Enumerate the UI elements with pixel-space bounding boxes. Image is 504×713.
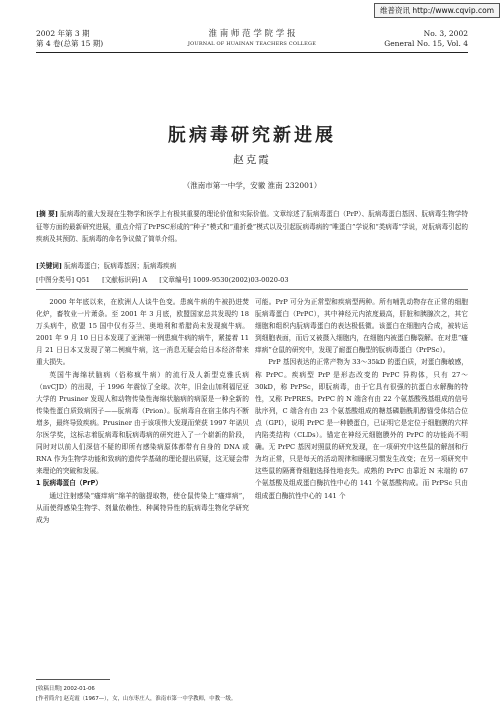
issue-line-1: 2002 年第 3 期 [36, 29, 90, 38]
journal-volume-info [384, 29, 468, 49]
clc-number: [中图分类号] Q51 [36, 276, 91, 284]
abstract [36, 208, 468, 246]
watermark: 维普资讯 http://www.cqvip.com [374, 3, 500, 18]
volume-line-2: General No. 15, Vol. 4 [384, 39, 468, 48]
body-paragraph: PrP 基因表达的正常产物为 33～35kD 的蛋白质，对蛋白酶敏感，称 PrPC。疾病型 PrP 是形态改变的 PrPC 异构体，只有 27～30kD，称 PrPSc，即朊病毒，由于它具有很强的抗蛋白水解酶的特性，又称 PrPRES。PrPC 的 N 端含有由 22 个氨基酸残基组成的信号肽序列，C 端含有由 23 个氨基酸组成的糖基磷脂酰肌醇锚受体结合位点（GPI），说明 PrPC 是一种膜蛋白，已证明它是定位于细胞膜的穴样内陷类结构（CLDs）。锚定在神经元细胞膜外的 PrPC 的功能尚不明确。无 PrPC 基因对照鼠的研究发现，在一项研究中这些鼠的解剖和行为均正常，只是每天的活动规律和睡眠习惯发生改变；在另一项研究中这些鼠的隔膏脊细胞选择性地丧失。成熟的 PrPC 由靠近 N 末端的 67 个氨基酸及组成蛋白酶抗性中心的 141 个氨基酸构成。而 PrPSc 只由组成蛋白酶抗性中心的 141 个 [255, 358, 468, 500]
issue-line-2: 第 4 卷(总第 15 期) [36, 39, 104, 48]
body-paragraph: 可能。PrP 可分为正常型和疾病型两种。所有哺乳动物存在正常的细胞朊病毒蛋白（PrPC），其中神经元内浓度最高，肝脏和胰腺次之，其它细胞和组织内朊病毒蛋白的表达极低微。该蛋白在细胞内合成，被转运到细胞表面，而后又被摄入细胞内，在细胞内被蛋白酶裂解。在对患“瘙痒病”仓鼠的研究中，发现了耐蛋白酶型的朊病毒蛋白（PrPSc）。 [255, 298, 468, 355]
abstract-label: [摘 要] [36, 210, 58, 218]
body-paragraph: 2000 年年底以来，在欧洲人人谈牛色变。患疯牛病的牛被扔进焚化炉，畜牧业一片萧条。至 2001 年 3 月底，欧盟国家总共发现约 18 万头病牛，欧盟 15 国中仅有芬兰、奥地利和希腊尚未发现疯牛病。2001 年 9 月 10 日日本发现了亚洲第一例患疯牛病的病牛，紧接着 11 月 21 日日本又发现了第二例疯牛病，这一消息无疑会给日本经济带来重大损失。 [36, 298, 249, 367]
header-divider [36, 52, 468, 53]
author-affiliation: （淮南市第一中学，安徽 淮南 232001） [182, 181, 322, 190]
article-number: [文章编号] 1009-9530(2002)03-0020-03 [159, 276, 289, 284]
footnote-divider [36, 679, 110, 680]
body-column-left [36, 296, 249, 526]
section-heading: 1 朊病毒蛋白（PrP） [36, 479, 102, 488]
footnote-received: [收稿日期] 2002-01-06 [36, 686, 95, 692]
footnote-author: [作者简介] 赵克霞（1967—），女，山东枣庄人，淮南市第一中学教师，中教一级。 [36, 696, 237, 702]
abstract-text: 朊病毒的重大发现在生物学和医学上有极其重要的理论价值和实际价值。文章综述了朊病毒蛋白（PrP）、朊病毒蛋白基因、朊病毒生物学特征等方面的最新研究进展，重点介绍了PrPSC形成的“种子”模式和“重折叠”模式以及引起朊病毒病的“唯蛋白”学说和“类病毒”学说，对朊病毒引起的疾病及其预防、朊病毒的命名争议做了简单介绍。 [36, 210, 468, 243]
body-paragraph: 通过注射感染“瘙痒病”绵羊的脑提取物，使仓鼠传染上“瘙痒病”，从而使得感染生物学、剂量依赖性、种属特异性的朊病毒生物化学研究成为 [36, 491, 249, 524]
body-paragraph: 英国牛海绵状脑病（俗称疯牛病）的流行及人新型克雅氏病（nvCJD）的出现，于 1996 年震惊了全球。次年，旧金山加利福尼亚大学的 Prusiner 发现人和动物传染性海绵状脑病的病原是一种全新的传染性蛋白质致病因子——朊病毒（Prion）。朊病毒自在宿主体内不断增多，最终导致疾病。Prusiner 由于该项伟大发现而荣获 1997 年诺贝尔医学奖，这标志着朊病毒和朊病毒病的研究进入了一个崭新的阶段，同时对以前人们深信不疑的即所有感染病原体都带有自身的 DNA 或 RNA 作为生物学功能和致病的遗传学基础的理论提出质疑，这无疑会带来理论的突破和发展。 [36, 370, 249, 476]
article-author: 赵克霞 [233, 154, 271, 166]
classification-line [36, 274, 299, 284]
abstract-divider [36, 289, 468, 290]
article-title: 朊病毒研究新进展 [168, 125, 336, 146]
keywords [36, 260, 176, 270]
keywords-text: 朊病毒蛋白；朊病毒基因；朊病毒疾病 [64, 262, 177, 270]
journal-name-cn: 淮 南 师 范 学 院 学 报 [208, 29, 296, 39]
body-column-right [255, 296, 468, 502]
journal-name-en: JOURNAL OF HUAINAN TEACHERS COLLEGE [187, 41, 317, 47]
document-code: [文献标识码] A [102, 276, 148, 284]
volume-line-1: No. 3, 2002 [423, 29, 468, 38]
keywords-label: [关键词] [36, 262, 63, 270]
